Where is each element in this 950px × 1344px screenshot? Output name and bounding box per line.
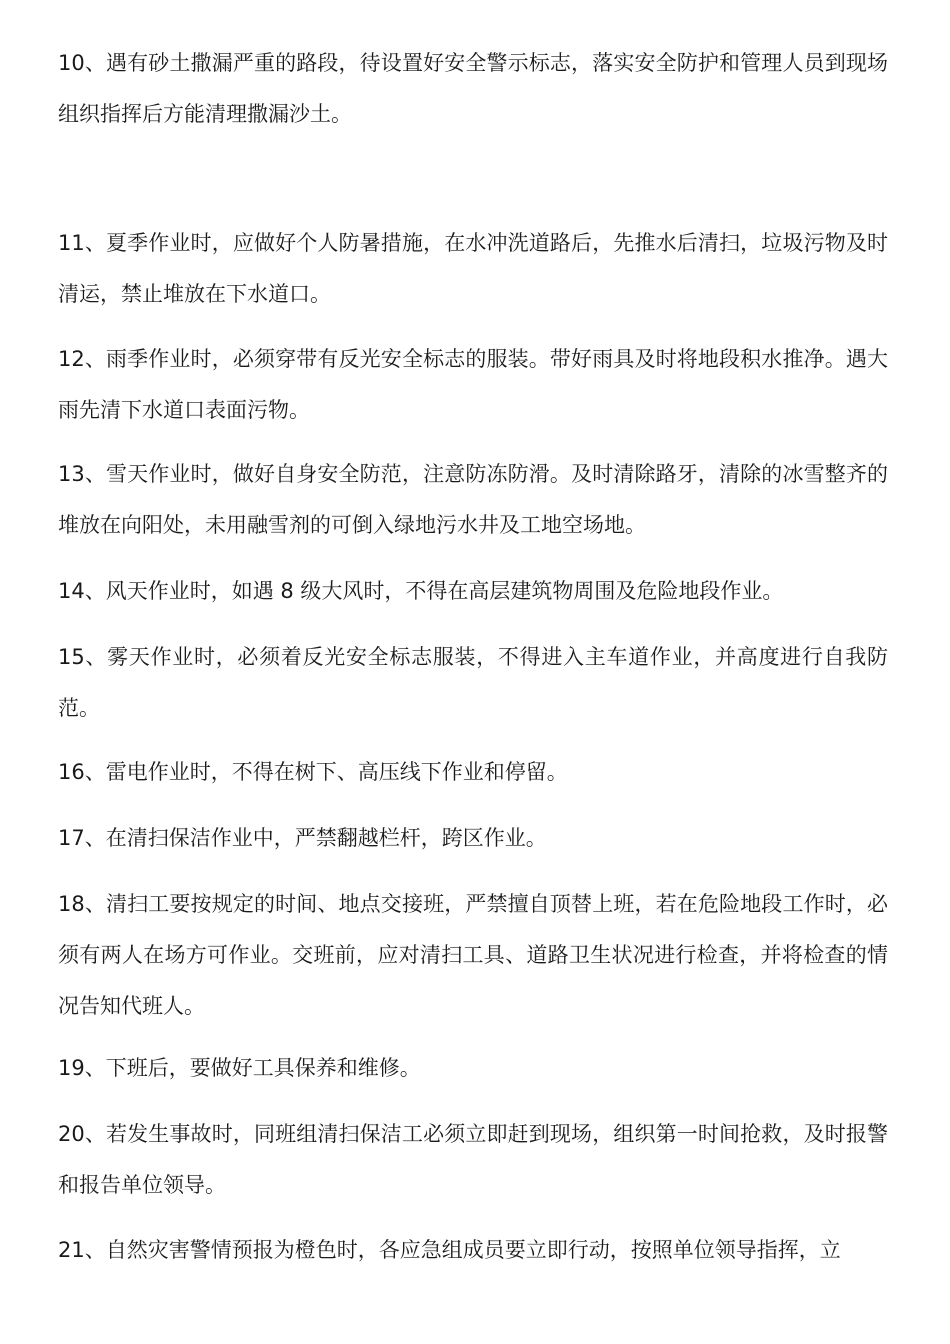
paragraph-item-16: 16、雷电作业时，不得在树下、高压线下作业和停留。 <box>58 760 568 784</box>
paragraph-item-11: 11、夏季作业时，应做好个人防暑措施，在水冲洗道路后，先推水后清扫，垃圾污物及时清运，禁止堆放在下水道口。 <box>58 231 888 306</box>
paragraph-item-10: 10、遇有砂土撒漏严重的路段，待设置好安全警示标志，落实安全防护和管理人员到现场组织指挥后方能清理撒漏沙土。 <box>58 51 888 126</box>
paragraph-item-19: 19、下班后，要做好工具保养和维修。 <box>58 1056 421 1080</box>
paragraph-item-15: 15、雾天作业时，必须着反光安全标志服装，不得进入主车道作业，并高度进行自我防范。 <box>58 645 888 720</box>
paragraph-item-21: 21、自然灾害警情预报为橙色时，各应急组成员要立即行动，按照单位领导指挥，立 <box>58 1238 841 1262</box>
paragraph-item-20: 20、若发生事故时，同班组清扫保洁工必须立即赶到现场，组织第一时间抢救，及时报警和报告单位领导。 <box>58 1122 888 1197</box>
paragraph-item-12: 12、雨季作业时，必须穿带有反光安全标志的服装。带好雨具及时将地段积水推净。遇大雨先清下水道口表面污物。 <box>58 347 888 422</box>
paragraph-item-18: 18、清扫工要按规定的时间、地点交接班，严禁擅自顶替上班，若在危险地段工作时，必须有两人在场方可作业。交班前，应对清扫工具、道路卫生状况进行检查，并将检查的情况告知代班人。 <box>58 892 888 1018</box>
paragraph-item-13: 13、雪天作业时，做好自身安全防范，注意防冻防滑。及时清除路牙，清除的冰雪整齐的堆放在向阳处，未用融雪剂的可倒入绿地污水井及工地空场地。 <box>58 462 888 537</box>
paragraph-item-14: 14、风天作业时，如遇 8 级大风时，不得在高层建筑物周围及危险地段作业。 <box>58 579 784 603</box>
paragraph-item-17: 17、在清扫保洁作业中，严禁翻越栏杆，跨区作业。 <box>58 826 547 850</box>
